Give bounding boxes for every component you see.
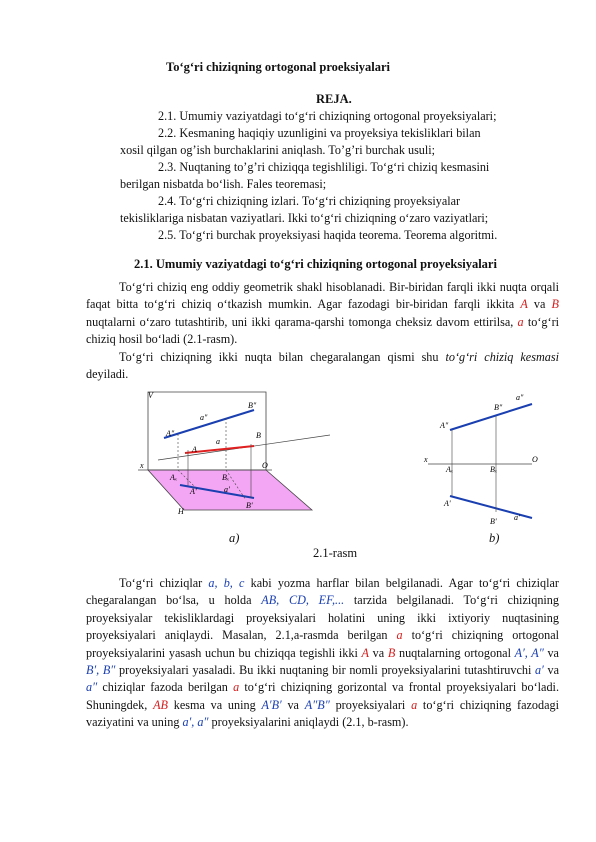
label-b-a2: a": [516, 393, 524, 402]
plan-heading: REJA.: [316, 92, 352, 106]
label-a1: a': [224, 485, 230, 494]
section-heading: 2.1. Umumiy vaziyatdagi to‘g‘ri chiziqning ortogonal proyeksiyalari: [134, 257, 497, 271]
figure-b: [420, 392, 550, 532]
label-b-A1: A': [444, 499, 451, 508]
label-A: A: [192, 445, 197, 454]
label-b-a1: a': [514, 513, 520, 522]
label-x: x: [140, 461, 144, 470]
figure-caption: 2.1-rasm: [313, 546, 358, 560]
label-A2: A": [166, 429, 175, 438]
paragraph-2: To‘g‘ri chiziqning ikki nuqta bilan chegaralangan qismi shu to‘g‘ri chiziq kesmasi deyiladi.: [86, 350, 559, 382]
plan-item: berilgan nisbatda bo‘lish. Fales teoremasi;: [120, 177, 327, 191]
label-H: H: [178, 507, 184, 516]
plan-item: 2.3. Nuqtaning to’g’ri chiziqqa tegishliligi. To‘g‘ri chiziq kesmasini: [158, 160, 490, 174]
label-B1: B': [246, 501, 253, 510]
label-A1: A': [190, 487, 197, 496]
plan-item: tekisliklariga nisbatan vaziyatlari. Ikki to‘g‘ri chiziqning o‘zaro vaziyatlari;: [120, 211, 489, 225]
line-b-a2: [450, 404, 532, 430]
caption-b: b): [489, 531, 500, 545]
label-Bx: Bₓ: [222, 473, 230, 482]
plan-item: xosil qilgan og’ish burchaklarini aniqlash. To’g’ri burchak usuli;: [120, 143, 436, 157]
label-B: B: [256, 431, 261, 440]
plan-item: 2.4. To‘g‘ri chiziqning izlari. To‘g‘ri chiziqning proyeksiyalar: [158, 194, 461, 208]
label-b-A2: A": [440, 421, 449, 430]
caption-a: a): [229, 531, 240, 545]
label-b-Bx: Bₓ: [490, 465, 498, 474]
label-b-O: O: [532, 455, 538, 464]
page-title: To‘g‘ri chiziqning ortogonal proeksiyalari: [166, 60, 390, 74]
plan-item: 2.1. Umumiy vaziyatdagi to‘g‘ri chiziqning ortogonal proyeksiyalari;: [158, 109, 497, 123]
plan-item: 2.2. Kesmaning haqiqiy uzunligini va proyeksiya tekisliklari bilan: [158, 126, 481, 140]
label-B2: B": [248, 401, 257, 410]
label-b-Ax: Aₓ: [446, 465, 454, 474]
label-b-B1: B': [490, 517, 497, 526]
plan-item: 2.5. To‘g‘ri burchak proyeksiyasi haqida teorema. Teorema algoritmi.: [158, 228, 498, 242]
label-Ax: Aₓ: [170, 473, 178, 482]
label-b-B2: B": [494, 403, 503, 412]
label-a2: a": [200, 413, 208, 422]
label-O: O: [262, 461, 268, 470]
label-a: a: [216, 437, 220, 446]
paragraph-3: To‘g‘ri chiziqlar a, b, c kabi yozma harflar bilan belgilanadi. Agar to‘g‘ri chiziqlar chegaralangan bo‘lsa, u holda AB, CD, EF,... tarzida belgilanadi. To‘g‘ri chiziqning proyeksiyalar tekisliklardagi proyeksiyalari holatini uning ikki ixtiyoriy nuqtasining proyeksiyalari aniqlaydi. Masalan, 2.1,a-rasmda berilgan a to‘g‘ri chiziqning ortogonal proyeksiyalarini yasash uchun bu chiziqqa tegishli ikki A va B nuqtalarning ortogonal A′, A″ va B′, B″ proyeksiyalari yasaladi. Bu ikki nuqtaning bir nomli proyeksiyalarini tutashtiruvchi a′ va a″ chiziqlar fazoda berilgan a to‘g‘ri chiziqning gorizontal va frontal proyeksiyalari bo‘ladi. Shuningdek, AB kesma va uning A′B′ va A″B″ proyeksiyalari a to‘g‘ri chiziqning fazodagi vaziyatini va uning a′, a″ proyeksiyalarini aniqlaydi (2.1, b-rasm).: [86, 576, 560, 730]
figure-a: [136, 388, 336, 518]
label-b-x: x: [424, 455, 428, 464]
paragraph-1: To‘g‘ri chiziq eng oddiy geometrik shakl hisoblanadi. Bir-biridan farqli ikki nuqta orqali faqat bitta to‘g‘ri chiziq o‘tkazish mumkin. Agar fazodagi bir-biridan farqli ikkita A va B nuqtalarni o‘zaro tutashtirib, uni ikki qarama-qarshi tomonga cheksiz davom ettirilsa, a to‘g‘ri chiziq hosil bo‘ladi (2.1-rasm).: [86, 280, 560, 347]
label-V: V: [148, 391, 153, 400]
